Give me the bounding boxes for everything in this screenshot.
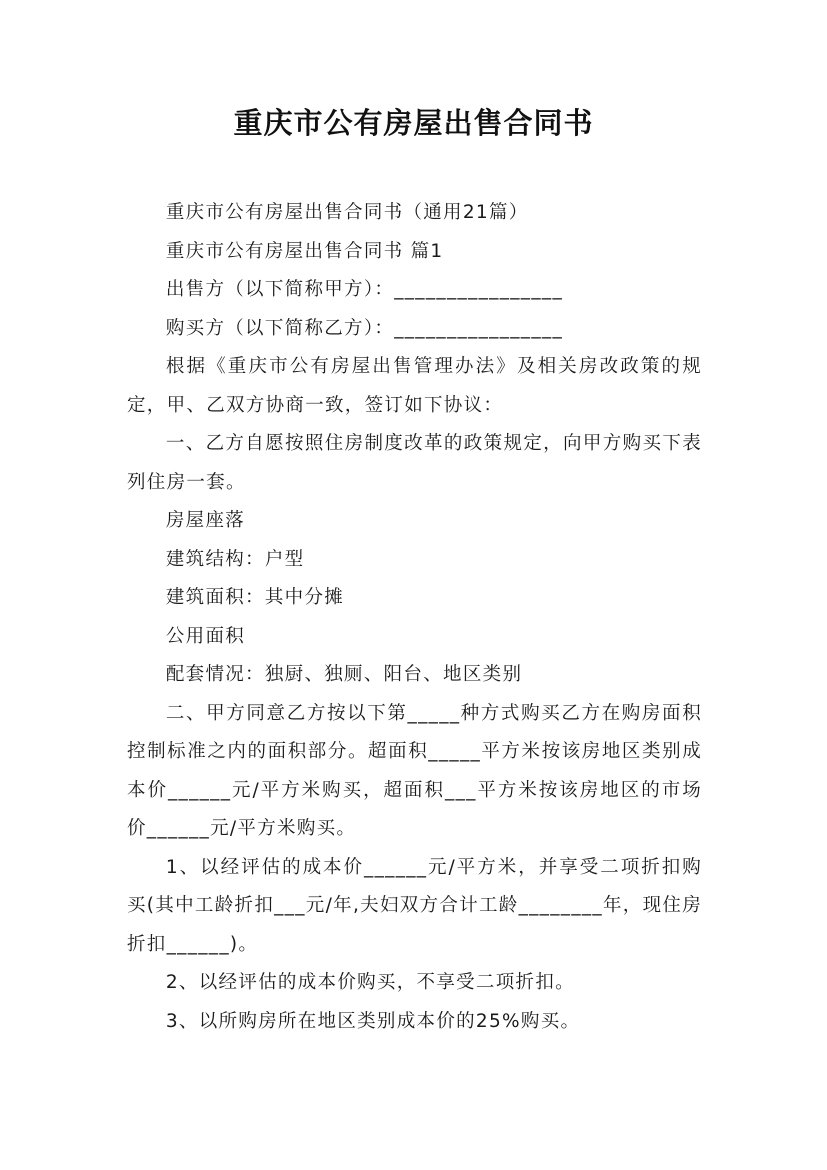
paragraph-subtitle: 重庆市公有房屋出售合同书（通用21篇） [165, 202, 529, 223]
paragraph-section-heading: 重庆市公有房屋出售合同书 篇1 [165, 240, 444, 262]
paragraph-floor-area: 建筑面积：其中分摊 [165, 587, 345, 608]
paragraph-facilities: 配套情况：独厨、独厕、阳台、地区类别 [165, 664, 523, 685]
paragraph-public-area: 公用面积 [165, 625, 246, 647]
paragraph-basis: 根据《重庆市公有房屋出售管理办法》及相关房改政策的规定，甲、乙双方协商一致，签订如下协议： [127, 356, 702, 416]
paragraph-house-location: 房屋座落 [165, 510, 246, 531]
paragraph-option-1: 1、以经评估的成本价______元/平方米，并享受二项折扣购买(其中工龄折扣___元/年,夫妇双方合计工龄________年，现住房折扣______)。 [127, 856, 702, 955]
paragraph-buyer: 购买方（以下简称乙方）：________________ [165, 317, 563, 339]
document-title: 重庆市公有房屋出售合同书 [233, 106, 594, 140]
paragraph-clause-2: 二、甲方同意乙方按以下第_____种方式购买乙方在购房面积控制标准之内的面积部分。超面积_____平方米按该房地区类别成本价______元/平方米购买，超面积___平方米按该房地区的市场价______元/平方米购买。 [127, 702, 702, 839]
paragraph-option-2: 2、以经评估的成本价购买，不享受二项折扣。 [165, 972, 575, 993]
paragraph-structure: 建筑结构：户型 [165, 548, 305, 570]
paragraph-seller: 出售方（以下简称甲方）：________________ [165, 279, 563, 300]
paragraph-clause-1: 一、乙方自愿按照住房制度改革的政策规定，向甲方购买下表列住房一套。 [127, 433, 702, 493]
paragraph-option-3: 3、以所购房所在地区类别成本价的25%购买。 [165, 1010, 581, 1032]
document-body [127, 194, 702, 1041]
